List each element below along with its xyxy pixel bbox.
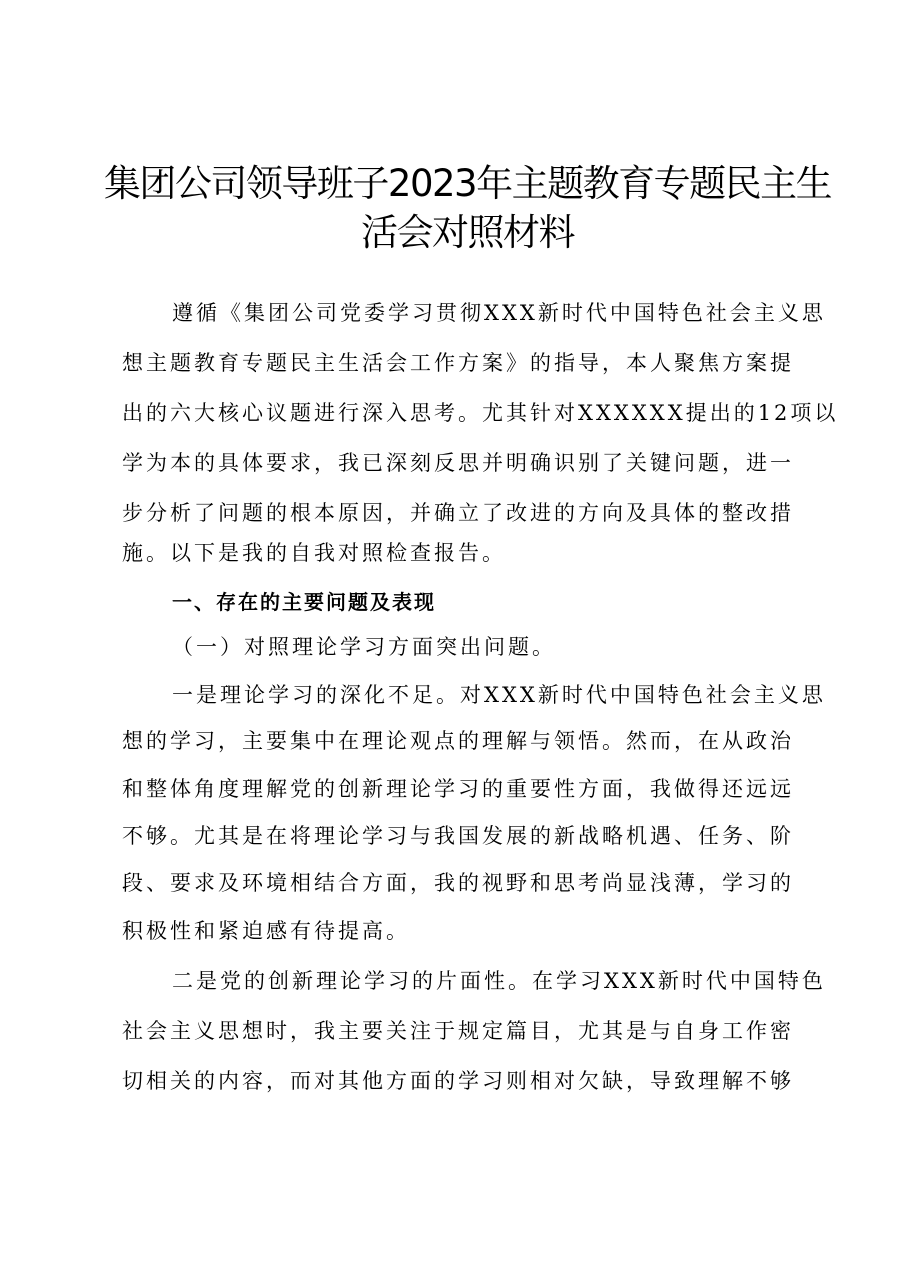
para1-line-5: 段、要求及环境相结合方面，我的视野和思考尚显浅薄，学习的	[122, 871, 794, 895]
para1-line-2: 想的学习，主要集中在理论观点的理解与领悟。然而，在从政治	[122, 729, 794, 753]
intro-line-2: 想主题教育专题民主生活会工作方案》的指导，本人聚焦方案提	[122, 351, 794, 375]
subsection-heading: （一）对照理论学习方面突出问题。	[172, 635, 556, 659]
section-heading: 一、存在的主要问题及表现	[172, 590, 436, 614]
para2-line-3: 切相关的内容，而对其他方面的学习则相对欠缺，导致理解不够	[122, 1069, 794, 1093]
intro-line-1: 遵循《集团公司党委学习贯彻XXX新时代中国特色社会主义思	[172, 301, 826, 325]
para1-line-4: 不够。尤其是在将理论学习与我国发展的新战略机遇、任务、阶	[122, 824, 794, 848]
para1-line-6: 积极性和紧迫感有待提高。	[122, 919, 410, 943]
intro-line-6: 施。以下是我的自我对照检查报告。	[122, 541, 506, 565]
para2-line-2: 社会主义思想时，我主要关注于规定篇目，尤其是与自身工作密	[122, 1019, 794, 1043]
para1-line-3: 和整体角度理解党的创新理论学习的重要性方面，我做得还远远	[122, 777, 794, 801]
para1-line-1: 一是理论学习的深化不足。对XXX新时代中国特色社会主义思	[172, 683, 826, 707]
intro-line-4: 学为本的具体要求，我已深刻反思并明确识别了关键问题，进一	[122, 451, 794, 475]
document-title-line-1: 集团公司领导班子2023年主题教育专题民主生	[103, 162, 832, 205]
document-title-line-2: 活会对照材料	[361, 211, 574, 254]
intro-line-5: 步分析了问题的根本原因，并确立了改进的方向及具体的整改措	[122, 501, 794, 525]
para2-line-1: 二是党的创新理论学习的片面性。在学习XXX新时代中国特色	[172, 969, 826, 993]
intro-line-3: 出的六大核心议题进行深入思考。尤其针对XXXXXX提出的12项以	[122, 401, 839, 425]
